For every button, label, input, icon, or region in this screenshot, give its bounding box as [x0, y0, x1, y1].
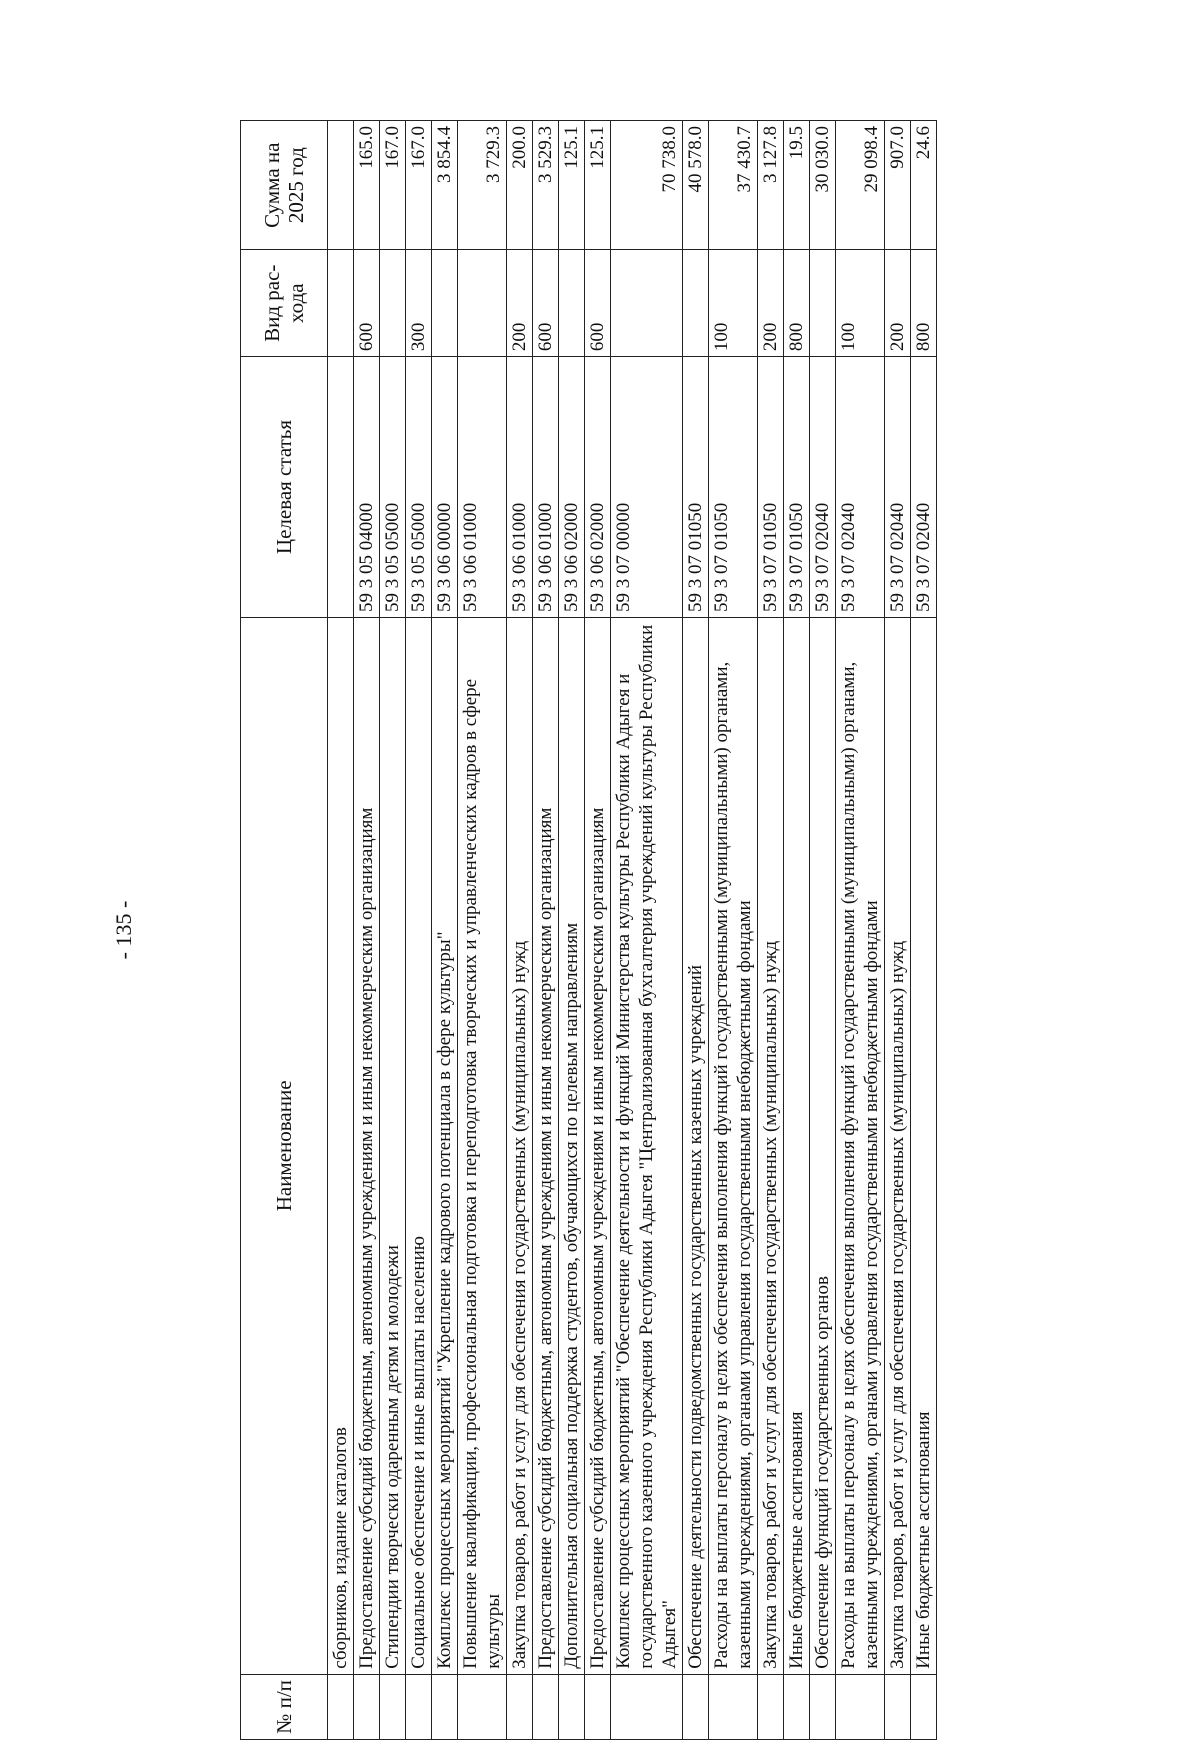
row-name: Социальное обеспечение и иные выплаты населению	[406, 617, 432, 1674]
row-num	[683, 1674, 709, 1739]
row-num	[758, 1674, 784, 1739]
row-kind	[683, 250, 709, 357]
row-sum: 3 127.8	[758, 121, 784, 250]
row-sum: 167.0	[380, 121, 406, 250]
row-code: 59 3 07 02040	[836, 357, 885, 618]
header-name: Наименование	[241, 617, 328, 1674]
row-num	[406, 1674, 432, 1739]
row-num	[585, 1674, 611, 1739]
row-name: Комплекс процессных мероприятий "Укрепление кадрового потенциала в сфере культуры"	[432, 617, 458, 1674]
table-row	[406, 121, 432, 1740]
row-code: 59 3 06 02000	[585, 357, 611, 618]
row-kind: 200	[758, 250, 784, 357]
row-code: 59 3 07 01050	[709, 357, 758, 618]
row-num	[885, 1674, 911, 1739]
table-body	[328, 121, 937, 1740]
table-row	[911, 121, 937, 1740]
row-sum: 29 098.4	[836, 121, 885, 250]
row-code: 59 3 07 01050	[784, 357, 810, 618]
table-row	[836, 121, 885, 1740]
row-code: 59 3 05 04000	[354, 357, 380, 618]
table-row	[758, 121, 784, 1740]
row-kind: 100	[836, 250, 885, 357]
row-name: Стипендии творчески одаренным детям и молодежи	[380, 617, 406, 1674]
row-num	[380, 1674, 406, 1739]
row-kind	[458, 250, 507, 357]
row-name: Предоставление субсидий бюджетным, автономным учреждениям и иным некоммерческим организациям	[585, 617, 611, 1674]
budget-table	[240, 120, 937, 1740]
row-sum: 19.5	[784, 121, 810, 250]
row-kind	[432, 250, 458, 357]
row-code	[328, 357, 354, 618]
row-code: 59 3 06 01000	[507, 357, 533, 618]
row-code: 59 3 07 01050	[683, 357, 709, 618]
row-name: Закупка товаров, работ и услуг для обеспечения государственных (муниципальных) нужд	[885, 617, 911, 1674]
row-num	[709, 1674, 758, 1739]
row-name: Иные бюджетные ассигнования	[911, 617, 937, 1674]
page-number: - 135 -	[111, 900, 136, 960]
row-num	[458, 1674, 507, 1739]
table-row	[810, 121, 836, 1740]
row-code: 59 3 06 01000	[533, 357, 559, 618]
row-code: 59 3 05 05000	[380, 357, 406, 618]
rotated-page	[110, 120, 1200, 1740]
row-name: Обеспечение деятельности подведомственных государственных казенных учреждений	[683, 617, 709, 1674]
row-sum: 125.1	[585, 121, 611, 250]
table-row	[507, 121, 533, 1740]
header-code: Целевая статья	[241, 357, 328, 618]
header-kind: Вид рас- хода	[241, 250, 328, 357]
row-code: 59 3 07 02040	[911, 357, 937, 618]
table-row	[533, 121, 559, 1740]
table-header-row	[241, 121, 328, 1740]
row-sum: 165.0	[354, 121, 380, 250]
header-sum: Сумма на 2025 год	[241, 121, 328, 250]
header-num: № п/п	[241, 1674, 328, 1739]
row-code: 59 3 07 00000	[611, 357, 683, 618]
table-row	[559, 121, 585, 1740]
row-kind: 600	[533, 250, 559, 357]
table-row	[784, 121, 810, 1740]
row-num	[836, 1674, 885, 1739]
row-kind	[380, 250, 406, 357]
row-kind: 100	[709, 250, 758, 357]
row-sum: 40 578.0	[683, 121, 709, 250]
table-row	[328, 121, 354, 1740]
row-code: 59 3 06 01000	[458, 357, 507, 618]
row-kind	[810, 250, 836, 357]
row-kind: 600	[585, 250, 611, 357]
table-row	[885, 121, 911, 1740]
row-num	[507, 1674, 533, 1739]
row-code: 59 3 07 02040	[810, 357, 836, 618]
row-sum: 200.0	[507, 121, 533, 250]
row-name: Комплекс процессных мероприятий "Обеспечение деятельности и функций Министерства культуры Республики Адыгея и государственного казенного учреждения Республики Адыгея "Централизованная бухгалтерия учреждений культуры Республики Адыгея"	[611, 617, 683, 1674]
row-name: Предоставление субсидий бюджетным, автономным учреждениям и иным некоммерческим организациям	[354, 617, 380, 1674]
row-kind: 600	[354, 250, 380, 357]
table-row	[354, 121, 380, 1740]
row-num	[432, 1674, 458, 1739]
row-name: Закупка товаров, работ и услуг для обеспечения государственных (муниципальных) нужд	[507, 617, 533, 1674]
row-name: Закупка товаров, работ и услуг для обеспечения государственных (муниципальных) нужд	[758, 617, 784, 1674]
row-code: 59 3 07 01050	[758, 357, 784, 618]
row-sum: 125.1	[559, 121, 585, 250]
row-num	[784, 1674, 810, 1739]
row-sum: 907.0	[885, 121, 911, 250]
row-name: Дополнительная социальная поддержка студентов, обучающихся по целевым направлениям	[559, 617, 585, 1674]
row-name: Обеспечение функций государственных органов	[810, 617, 836, 1674]
row-sum: 24.6	[911, 121, 937, 250]
row-kind: 800	[911, 250, 937, 357]
row-sum: 70 738.0	[611, 121, 683, 250]
row-kind	[611, 250, 683, 357]
row-name: Расходы на выплаты персоналу в целях обеспечения выполнения функций государственными (муниципальными) органами, казенными учреждениями, органами управления государственными внебюджетными фондами	[709, 617, 758, 1674]
row-num	[328, 1674, 354, 1739]
table-row	[458, 121, 507, 1740]
row-num	[810, 1674, 836, 1739]
row-sum: 3 529.3	[533, 121, 559, 250]
row-sum: 3 729.3	[458, 121, 507, 250]
row-num	[911, 1674, 937, 1739]
row-code: 59 3 06 00000	[432, 357, 458, 618]
table-row	[683, 121, 709, 1740]
row-sum	[328, 121, 354, 250]
row-name: Предоставление субсидий бюджетным, автономным учреждениям и иным некоммерческим организациям	[533, 617, 559, 1674]
row-code: 59 3 07 02040	[885, 357, 911, 618]
row-num	[611, 1674, 683, 1739]
row-kind: 300	[406, 250, 432, 357]
row-num	[533, 1674, 559, 1739]
row-num	[354, 1674, 380, 1739]
row-sum: 37 430.7	[709, 121, 758, 250]
table-row	[611, 121, 683, 1740]
row-name: сборников, издание каталогов	[328, 617, 354, 1674]
row-kind: 200	[507, 250, 533, 357]
row-name: Расходы на выплаты персоналу в целях обеспечения выполнения функций государственными (муниципальными) органами, казенными учреждениями, органами управления государственными внебюджетными фондами	[836, 617, 885, 1674]
row-num	[559, 1674, 585, 1739]
row-kind: 200	[885, 250, 911, 357]
row-sum: 30 030.0	[810, 121, 836, 250]
row-kind	[559, 250, 585, 357]
row-code: 59 3 05 05000	[406, 357, 432, 618]
row-kind	[328, 250, 354, 357]
row-code: 59 3 06 02000	[559, 357, 585, 618]
row-sum: 167.0	[406, 121, 432, 250]
row-kind: 800	[784, 250, 810, 357]
row-name: Иные бюджетные ассигнования	[784, 617, 810, 1674]
table-row	[380, 121, 406, 1740]
table-row	[585, 121, 611, 1740]
row-sum: 3 854.4	[432, 121, 458, 250]
table-row	[432, 121, 458, 1740]
table-row	[709, 121, 758, 1740]
row-name: Повышение квалификации, профессиональная подготовка и переподготовка творческих и управленческих кадров в сфере культуры	[458, 617, 507, 1674]
